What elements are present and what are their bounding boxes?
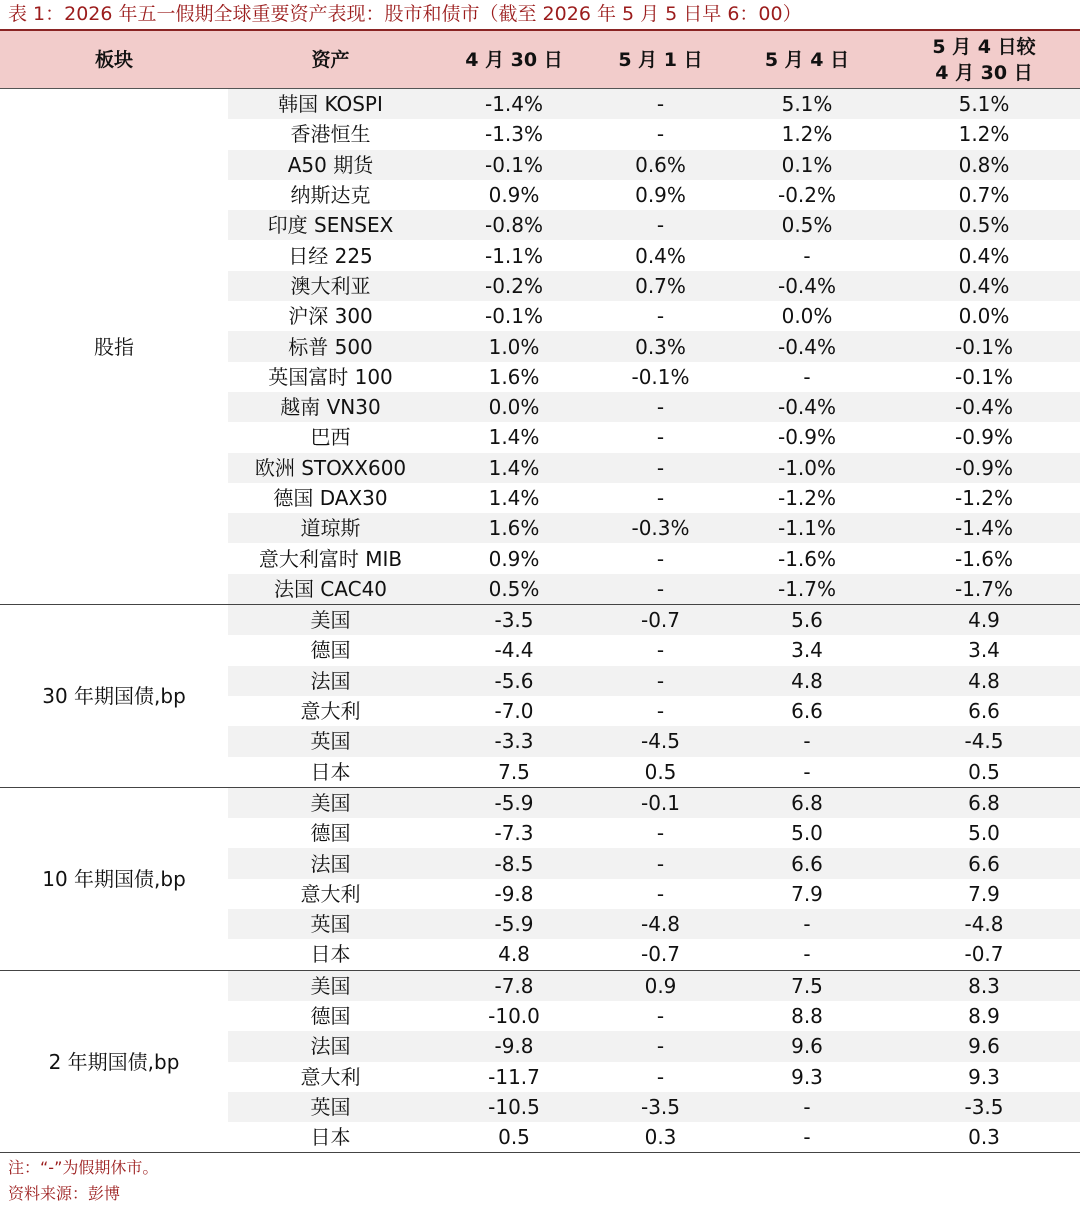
cell-asset: 沪深 300 [288, 304, 373, 329]
cell-apr30: -3.5 [433, 605, 595, 636]
cell-change: 3.4 [968, 638, 1000, 663]
cell-asset: 意大利 [300, 881, 361, 906]
cell-may1: -4.5 [595, 726, 726, 756]
cell-may1: - [656, 821, 665, 846]
cell-apr30: 1.4% [488, 486, 540, 510]
cell-apr30: 1.4% [433, 453, 595, 483]
cell-apr30: -8.5 [433, 848, 595, 878]
cell-apr30: -3.3 [433, 726, 595, 756]
cell-may4: 4.8 [726, 666, 888, 696]
cell-asset: 印度 SENSEX [228, 210, 433, 240]
cell-apr30: 0.5% [433, 574, 595, 605]
cell-change: 5.0 [968, 821, 1000, 846]
cell-change: 0.8% [888, 150, 1080, 180]
cell-may1: - [656, 881, 665, 906]
cell-apr30: -9.8 [494, 881, 534, 906]
cell-apr30: 7.5 [433, 757, 595, 788]
cell-change: -0.1% [954, 364, 1014, 389]
cell-apr30: -0.8% [433, 210, 595, 240]
cell-apr30: 0.9% [488, 183, 540, 208]
cell-asset: 英国 [228, 909, 433, 939]
cell-change: -4.5 [888, 726, 1080, 756]
cell-may4: -0.2% [777, 183, 837, 208]
cell-asset: 法国 CAC40 [228, 574, 433, 605]
cell-may4: -1.0% [726, 453, 888, 483]
cell-asset: 法国 [228, 1031, 433, 1061]
header-change-line2: 4 月 30 日 [935, 61, 1033, 84]
cell-asset: 道琼斯 [228, 513, 433, 543]
cell-apr30: -7.0 [494, 699, 534, 724]
header-row [0, 31, 1080, 89]
cell-may4: -1.2% [777, 486, 837, 510]
cell-apr30: -11.7 [488, 1064, 540, 1089]
cell-apr30: -5.9 [433, 787, 595, 818]
cell-may1: 0.4% [635, 243, 686, 268]
cell-may4: - [803, 364, 811, 389]
cell-asset: A50 期货 [228, 150, 433, 180]
group-label: 10 年期国债,bp [0, 787, 228, 970]
cell-change: -1.4% [888, 513, 1080, 543]
cell-change: 0.5% [888, 210, 1080, 240]
cell-change: 7.9 [968, 881, 1000, 906]
header-may4: 5 月 4 日 [726, 31, 888, 89]
cell-may1: - [595, 666, 726, 696]
cell-change: -0.7 [888, 939, 1080, 970]
cell-change: 4.9 [888, 605, 1080, 636]
cell-may4: 9.3 [791, 1064, 823, 1089]
cell-apr30: -9.8 [433, 1031, 595, 1061]
table-row [0, 787, 1080, 818]
cell-asset: 日本 [228, 757, 433, 788]
cell-may1: -0.7 [595, 605, 726, 636]
cell-change: 9.3 [968, 1064, 1000, 1089]
cell-change: 4.8 [888, 666, 1080, 696]
cell-asset: 德国 [310, 638, 351, 663]
cell-change: 6.8 [888, 787, 1080, 818]
cell-asset: 日本 [228, 939, 433, 970]
cell-change: 0.4% [958, 243, 1010, 268]
cell-may1: - [656, 425, 665, 450]
cell-may4: - [726, 909, 888, 939]
header-sector: 板块 [0, 31, 228, 89]
cell-may4: 5.6 [726, 605, 888, 636]
table-row [0, 970, 1080, 1001]
cell-may4: -0.9% [777, 425, 837, 450]
cell-may1: - [656, 546, 665, 571]
cell-asset: 英国 [228, 726, 433, 756]
cell-may1: - [595, 210, 726, 240]
cell-apr30: -5.6 [433, 666, 595, 696]
group-label: 股指 [0, 89, 228, 605]
cell-may4: 5.0 [791, 821, 823, 846]
cell-apr30: 1.6% [488, 364, 540, 389]
cell-may4: -1.1% [726, 513, 888, 543]
cell-change: 0.7% [958, 183, 1010, 208]
cell-apr30: 1.4% [488, 425, 540, 450]
cell-may4: -1.7% [726, 574, 888, 605]
cell-apr30: 4.8 [433, 939, 595, 970]
table-body [0, 89, 1080, 1153]
cell-may4: -0.4% [726, 331, 888, 361]
cell-may4: 0.1% [726, 150, 888, 180]
cell-asset: 越南 VN30 [228, 392, 433, 422]
cell-may1: - [595, 574, 726, 605]
cell-may1: - [656, 304, 665, 329]
cell-change: -0.4% [888, 392, 1080, 422]
table-row [0, 89, 1080, 120]
cell-may1: 0.3% [595, 331, 726, 361]
cell-asset: 德国 [310, 1004, 351, 1029]
header-change-line1: 5 月 4 日较 [932, 35, 1036, 58]
cell-asset: 意大利 [300, 1064, 361, 1089]
cell-asset: 意大利 [300, 699, 361, 724]
cell-asset: 美国 [228, 970, 433, 1001]
cell-may1: - [595, 848, 726, 878]
header-may1: 5 月 1 日 [595, 31, 726, 89]
cell-asset: 欧洲 STOXX600 [228, 453, 433, 483]
cell-apr30: -4.4 [494, 638, 534, 663]
cell-change: 0.3 [888, 1122, 1080, 1153]
group-label: 2 年期国债,bp [0, 970, 228, 1153]
cell-asset: 巴西 [310, 425, 351, 450]
cell-may1: - [595, 1031, 726, 1061]
cell-apr30: -1.3% [484, 122, 544, 147]
cell-asset: 法国 [228, 666, 433, 696]
cell-may4: 1.2% [781, 122, 833, 147]
asset-performance-table [0, 31, 1080, 1153]
cell-may1: -0.7 [595, 939, 726, 970]
cell-change: 6.6 [888, 848, 1080, 878]
cell-may1: - [595, 453, 726, 483]
cell-may4: 8.8 [791, 1004, 823, 1029]
cell-change: -0.1% [888, 331, 1080, 361]
cell-apr30: 1.6% [433, 513, 595, 543]
cell-may1: -3.5 [595, 1092, 726, 1122]
cell-may1: 0.3 [595, 1122, 726, 1153]
cell-apr30: -1.4% [433, 89, 595, 120]
cell-may4: 3.4 [791, 638, 823, 663]
cell-may4: -0.4% [726, 271, 888, 301]
cell-change: -3.5 [888, 1092, 1080, 1122]
cell-may1: -4.8 [595, 909, 726, 939]
cell-apr30: -10.5 [433, 1092, 595, 1122]
header-change [888, 31, 1080, 89]
cell-apr30: -0.2% [433, 271, 595, 301]
cell-asset: 意大利富时 MIB [258, 546, 403, 571]
cell-may1: - [595, 89, 726, 120]
cell-change: 8.9 [968, 1004, 1000, 1029]
cell-asset: 美国 [228, 605, 433, 636]
cell-may1: 0.9% [635, 183, 686, 208]
cell-asset: 日本 [228, 1122, 433, 1153]
cell-apr30: 0.5 [433, 1122, 595, 1153]
cell-may4: - [726, 757, 888, 788]
cell-asset: 韩国 KOSPI [228, 89, 433, 120]
cell-may4: 5.1% [726, 89, 888, 120]
cell-change: -0.9% [954, 425, 1014, 450]
cell-apr30: -7.8 [433, 970, 595, 1001]
cell-change: 9.6 [888, 1031, 1080, 1061]
cell-asset: 英国富时 100 [268, 364, 393, 389]
cell-may1: 0.6% [595, 150, 726, 180]
cell-may4: 9.6 [726, 1031, 888, 1061]
footnote: 注：“-”为假期休市。 [8, 1158, 159, 1177]
cell-may1: - [656, 122, 665, 147]
cell-apr30: 1.0% [433, 331, 595, 361]
table-row [0, 605, 1080, 636]
cell-apr30: -7.3 [494, 821, 534, 846]
cell-change: 5.1% [888, 89, 1080, 120]
cell-asset: 标普 500 [228, 331, 433, 361]
cell-may4: - [803, 243, 811, 268]
cell-apr30: 0.0% [433, 392, 595, 422]
cell-change: -1.2% [954, 486, 1014, 510]
cell-asset: 法国 [228, 848, 433, 878]
cell-may1: - [656, 1064, 665, 1089]
cell-may1: - [656, 486, 665, 510]
cell-apr30: -5.9 [433, 909, 595, 939]
cell-change: 0.5 [888, 757, 1080, 788]
cell-may4: - [726, 1122, 888, 1153]
cell-asset: 香港恒生 [290, 122, 371, 147]
cell-may1: - [656, 699, 665, 724]
cell-may4: - [726, 1092, 888, 1122]
cell-asset: 德国 DAX30 [273, 486, 388, 510]
cell-apr30: 0.9% [488, 546, 540, 571]
header-apr30: 4 月 30 日 [433, 31, 595, 89]
cell-may4: 0.5% [726, 210, 888, 240]
cell-change: 8.3 [888, 970, 1080, 1001]
cell-change: -4.8 [888, 909, 1080, 939]
cell-may1: -0.1 [595, 787, 726, 818]
cell-asset: 美国 [228, 787, 433, 818]
cell-may1: 0.9 [595, 970, 726, 1001]
cell-asset: 澳大利亚 [228, 271, 433, 301]
cell-change: 0.4% [888, 271, 1080, 301]
source-note: 资料来源：彭博 [8, 1184, 121, 1203]
cell-asset: 英国 [228, 1092, 433, 1122]
cell-change: -1.7% [888, 574, 1080, 605]
cell-asset: 纳斯达克 [290, 183, 371, 208]
cell-change: 1.2% [958, 122, 1010, 147]
cell-may4: - [726, 939, 888, 970]
cell-may4: 6.6 [791, 699, 823, 724]
cell-may1: - [595, 392, 726, 422]
cell-change: 6.6 [968, 699, 1000, 724]
cell-may4: -0.4% [726, 392, 888, 422]
cell-asset: 德国 [310, 821, 351, 846]
cell-apr30: -10.0 [488, 1004, 540, 1029]
cell-apr30: -0.1% [484, 304, 544, 329]
group-label: 30 年期国债,bp [0, 605, 228, 788]
cell-may1: - [656, 1004, 665, 1029]
cell-may4: - [726, 726, 888, 756]
cell-change: -0.9% [888, 453, 1080, 483]
cell-may4: 6.8 [726, 787, 888, 818]
cell-may1: - [656, 638, 665, 663]
cell-may4: 7.9 [791, 881, 823, 906]
cell-may4: 0.0% [781, 304, 833, 329]
cell-asset: 日经 225 [288, 243, 373, 268]
cell-may1: -0.1% [631, 364, 690, 389]
cell-may4: 7.5 [726, 970, 888, 1001]
cell-change: 0.0% [958, 304, 1010, 329]
table-title: 表 1：2026 年五一假期全球重要资产表现：股市和债市（截至 2026 年 5 月 5 日早 6：00） [8, 3, 802, 25]
cell-may4: 6.6 [726, 848, 888, 878]
header-asset: 资产 [228, 31, 433, 89]
cell-may4: -1.6% [777, 546, 837, 571]
cell-apr30: -0.1% [433, 150, 595, 180]
cell-may1: 0.5 [595, 757, 726, 788]
cell-may1: -0.3% [595, 513, 726, 543]
cell-apr30: -1.1% [484, 243, 544, 268]
cell-may1: 0.7% [595, 271, 726, 301]
cell-change: -1.6% [954, 546, 1014, 571]
